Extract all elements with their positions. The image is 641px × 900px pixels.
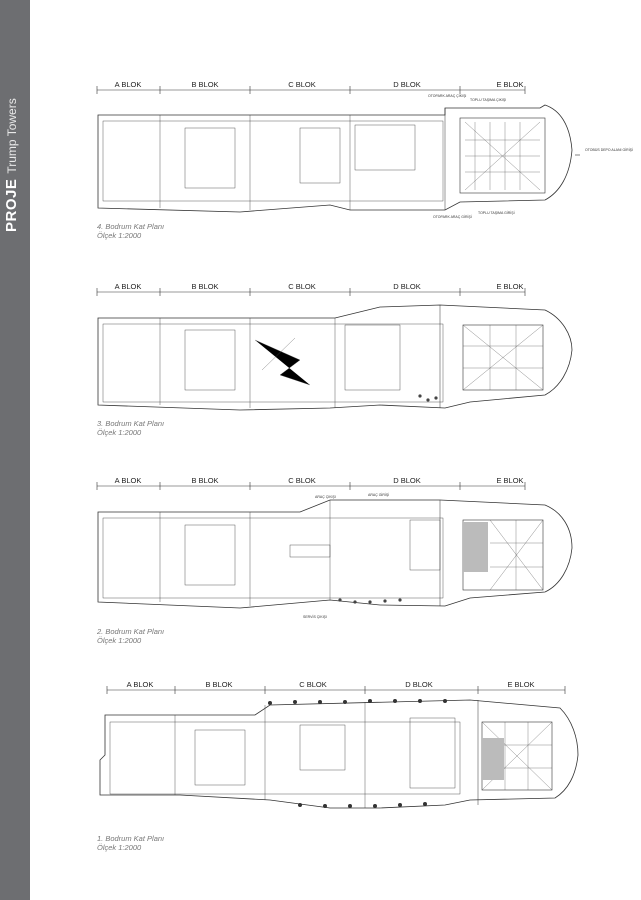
plan-4-hatch (465, 122, 540, 190)
block-label-e: E BLOK (496, 476, 524, 485)
page-title (3, 98, 21, 232)
block-label-c: C BLOK (288, 282, 316, 291)
plan-2-hatch (490, 520, 543, 590)
block-label-e: E BLOK (507, 680, 535, 689)
plan-1-block-ruler (107, 686, 565, 694)
caption-plan-3 (97, 419, 164, 437)
plan-2-columns (338, 598, 401, 603)
plan-3-name: 3. Bodrum Kat Planı (97, 419, 165, 428)
block-label-c: C BLOK (299, 680, 327, 689)
block-label-b: B BLOK (191, 80, 219, 89)
block-label-e: E BLOK (496, 282, 524, 291)
plan-3-block-ruler (97, 288, 525, 296)
plan-2-block-ruler (97, 482, 525, 490)
block-label-c: C BLOK (288, 80, 316, 89)
label-arac-cikisi: ARAÇ ÇIKIŞI (315, 495, 336, 499)
block-label-a: A BLOK (114, 476, 142, 485)
block-label-a: A BLOK (114, 282, 142, 291)
plan-1-scale: Ölçek 1:2000 (97, 843, 142, 852)
block-label-c: C BLOK (288, 476, 316, 485)
plan-2-scale: Ölçek 1:2000 (97, 636, 142, 645)
block-label-d: D BLOK (393, 80, 421, 89)
title-proje: PROJE (3, 178, 20, 232)
plan-1-hatch (482, 722, 552, 790)
plan-1-name: 1. Bodrum Kat Planı (97, 834, 165, 843)
label-otopark-arac-girisi: OTOPARK ARAÇ GİRİŞİ (433, 215, 472, 219)
label-otopark-arac-cikisi: OTOPARK ARAÇ ÇIKIŞI (428, 94, 467, 98)
block-label-e: E BLOK (496, 80, 524, 89)
label-toplu-tasima-girisi: TOPLU TAŞIMA GİRİŞİ (478, 211, 515, 215)
block-label-a: A BLOK (114, 80, 142, 89)
plan-2-outline (98, 500, 572, 608)
block-label-b: B BLOK (205, 680, 233, 689)
plan-1-outline (100, 700, 578, 808)
title-project-name: Trump Towers (5, 98, 19, 174)
label-arac-girisi: ARAÇ GİRİŞİ (368, 493, 390, 497)
label-otobus-depo-girisi: OTOBÜS DEPO ALANI GİRİŞİ (585, 148, 633, 152)
label-toplu-tasima-cikisi: TOPLU TAŞIMA ÇIKIŞI (470, 98, 507, 102)
plan-2-name: 2. Bodrum Kat Planı (97, 627, 165, 636)
plan-3-scale: Ölçek 1:2000 (97, 428, 142, 437)
plan-3-columns (418, 394, 437, 401)
caption-plan-1 (97, 834, 164, 852)
plan-4-block-ruler (97, 86, 525, 94)
plan-3-hatch (255, 325, 543, 390)
plan-4-name: 4. Bodrum Kat Planı (97, 222, 165, 231)
caption-plan-4 (97, 222, 164, 240)
block-label-d: D BLOK (393, 476, 421, 485)
label-servis-cikisi: SERVİS ÇIKIŞI (303, 615, 327, 619)
plan-4-annotations (428, 94, 633, 219)
plan-1-columns (268, 699, 447, 808)
plan-2-annotations (303, 492, 389, 619)
block-label-d: D BLOK (405, 680, 433, 689)
plan-4-scale: Ölçek 1:2000 (97, 231, 142, 240)
plan-1-shaded-area (482, 738, 504, 780)
block-label-b: B BLOK (191, 282, 219, 291)
block-label-a: A BLOK (126, 680, 154, 689)
plan-2-shaded-area (463, 522, 488, 572)
block-label-d: D BLOK (393, 282, 421, 291)
plan-3-outline (98, 305, 572, 410)
plan-4-outline (98, 105, 572, 212)
block-label-b: B BLOK (191, 476, 219, 485)
caption-plan-2 (97, 627, 164, 645)
